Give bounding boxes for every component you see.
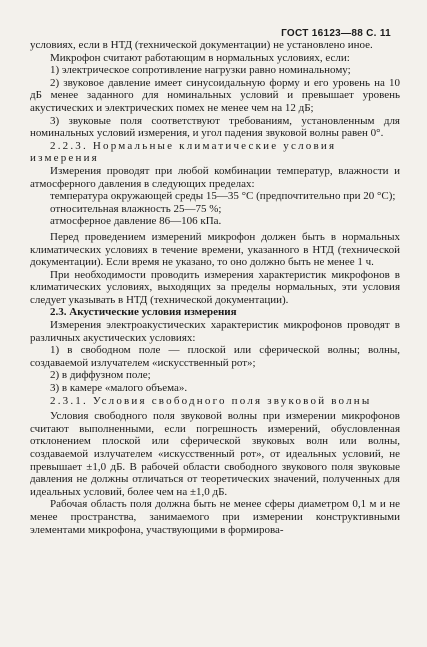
paragraph: Перед проведением измерений микрофон должен быть в нормальных климатических условиях в течение времени, указанного в НТД (технической документации). Если время не указано, то оно должно быть не менее 1 ч. <box>30 230 400 269</box>
paragraph: Рабочая область поля должна быть не менее сферы диаметром 0,1 м и не менее пространства, занимаемого при измерении конструктивными элементами микрофона, участвующими в формирова- <box>30 498 400 536</box>
paragraph: Микрофон считают работающим в нормальных условиях, если: <box>50 51 350 64</box>
paragraph: При необходимости проводить измерения характеристик микрофонов в климатических условиях, выходящих за пределы нормальных, эти условия следует указывать в НТД (технической документации). <box>30 268 400 306</box>
paragraph: атмосферное давление 86—106 кПа. <box>50 215 222 228</box>
paragraph: Измерения электроакустических характеристик микрофонов проводят в различных акустических условиях: <box>30 319 400 344</box>
section-heading: 2.3. Акустические условия измерения <box>50 306 237 319</box>
list-item: 2) в диффузном поле; <box>50 369 151 382</box>
paragraph: Условия свободного поля звуковой волны при измерении микрофонов считают выполненными, если погрешность измерений, обусловленная отклонением плоской или сферической звуковых волн или волны, создаваемой излучателем «искусственный рот», от идеальных условий, не превышает ±1,0 дБ. В рабочей области свободного звукового поля звуковые давления не должны отличаться от теоретических значений, полученных для идеальных условий, более чем на ±1,0 дБ. <box>30 410 400 498</box>
list-item: 1) в свободном поле — плоской или сферической волны; волны, создаваемой излучателем «искусственный рот»; <box>30 344 400 369</box>
list-item: 1) электрическое сопротивление нагрузки равно номинальному; <box>50 64 351 77</box>
paragraph: температура окружающей среды 15—35 °С (предпочтительно при 20 °С); <box>50 190 396 203</box>
list-item: 2) звуковое давление имеет синусоидальную форму и его уровень на 10 дБ менее заданного для номинальных условий и превышает уровень акустических и электрических помех не менее чем на 12 дБ; <box>30 76 400 114</box>
paragraph: относительная влажность 25—75 %; <box>50 202 222 215</box>
paragraph: Измерения проводят при любой комбинации температур, влажности и атмосферного давления в следующих пределах: <box>30 164 400 190</box>
document-body <box>30 39 400 536</box>
section-heading: 2.3.1. Условия свободного поля звуковой волны <box>50 394 372 407</box>
page-header: ГОСТ 16123—88 С. 11 <box>281 28 391 39</box>
list-item: 3) звуковые поля соответствуют требованиям, установленным для номинальных условий измерения, и угол падения звуковой волны равен 0°. <box>30 114 400 140</box>
section-heading: 2.2.3. Нормальные климатические условия измерения <box>30 139 337 165</box>
list-item: 3) в камере «малого объема». <box>50 382 188 395</box>
paragraph: условиях, если в НТД (технической документации) не установлено иное. <box>30 39 373 51</box>
